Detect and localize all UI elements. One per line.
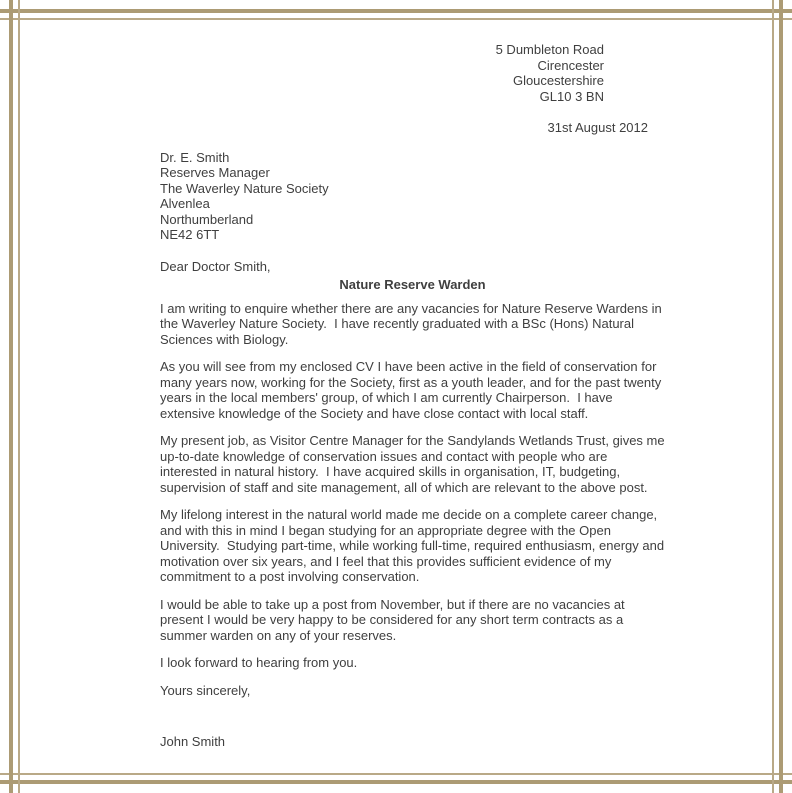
signature-name: John Smith <box>160 734 226 749</box>
salutation: Dear Doctor Smith, <box>160 258 271 274</box>
frame-bottom-outer-line <box>0 780 792 784</box>
recipient-address-block <box>160 150 665 243</box>
frame-top-inner-line <box>0 18 792 20</box>
body-paragraph-5: I would be able to take up a post from November, but if there are no vacancies at present I would be very happy to be considered for any short term contracts as a summer warden on any of your reserves. <box>160 596 629 643</box>
frame-right-inner-line <box>772 0 774 793</box>
recipient-address-line: Northumberland <box>160 211 254 227</box>
recipient-address-line: Dr. E. Smith <box>160 149 230 165</box>
subject-line: Nature Reserve Warden <box>339 277 486 292</box>
frame-top-outer-line <box>0 9 792 13</box>
body-paragraph-6: I look forward to hearing from you. <box>160 655 358 670</box>
sender-address-line: 5 Dumbleton Road <box>495 42 604 57</box>
body-paragraph-1: I am writing to enquire whether there are any vacancies for Nature Reserve Wardens in the Waverley Nature Society. I have recently graduated with a BSc (Hons) Natural Sciences with Biology. <box>160 300 666 347</box>
frame-left-outer-line <box>9 0 13 793</box>
recipient-address-line: NE42 6TT <box>160 227 220 242</box>
sender-address-line: GL10 3 BN <box>539 88 604 104</box>
sender-address-line: Gloucestershire <box>512 73 604 88</box>
body-paragraph-2: As you will see from my enclosed CV I have been active in the field of conservation for many years now, working for the Society, first as a youth leader, and for the past twenty years in the local members' group, of which I am currently Chairperson. I have extensive knowledge of the Society and have close contact with local staff. <box>160 359 665 421</box>
closing: Yours sincerely, <box>160 682 251 698</box>
sender-address-line: Cirencester <box>537 57 604 73</box>
frame-right-outer-line <box>779 0 783 793</box>
body-paragraph-3: My present job, as Visitor Centre Manager for the Sandylands Wetlands Trust, gives me up-to-date knowledge of conservation issues and contact with people who are interested in natural history. I have acquired skills in organisation, IT, budgeting, supervision of staff and site management, all of which are relevant to the above post. <box>160 433 669 495</box>
letter-content <box>160 42 669 750</box>
recipient-address-line: Reserves Manager <box>160 165 270 180</box>
frame-left-inner-line <box>18 0 20 793</box>
body-paragraph-4: My lifelong interest in the natural world made me decide on a complete career change, and with this in mind I began studying for an appropriate degree with the Open University. Studying part-time, while working full-time, required enthusiasm, energy and motivation over six years, and I feel that this provides sufficient evidence of my commitment to a post involving conservation. <box>160 507 668 584</box>
letter-date: 31st August 2012 <box>547 120 648 135</box>
recipient-address-line: The Waverley Nature Society <box>160 180 329 196</box>
frame-bottom-inner-line <box>0 773 792 775</box>
sender-address-block <box>160 42 665 104</box>
recipient-address-line: Alvenlea <box>160 196 210 211</box>
